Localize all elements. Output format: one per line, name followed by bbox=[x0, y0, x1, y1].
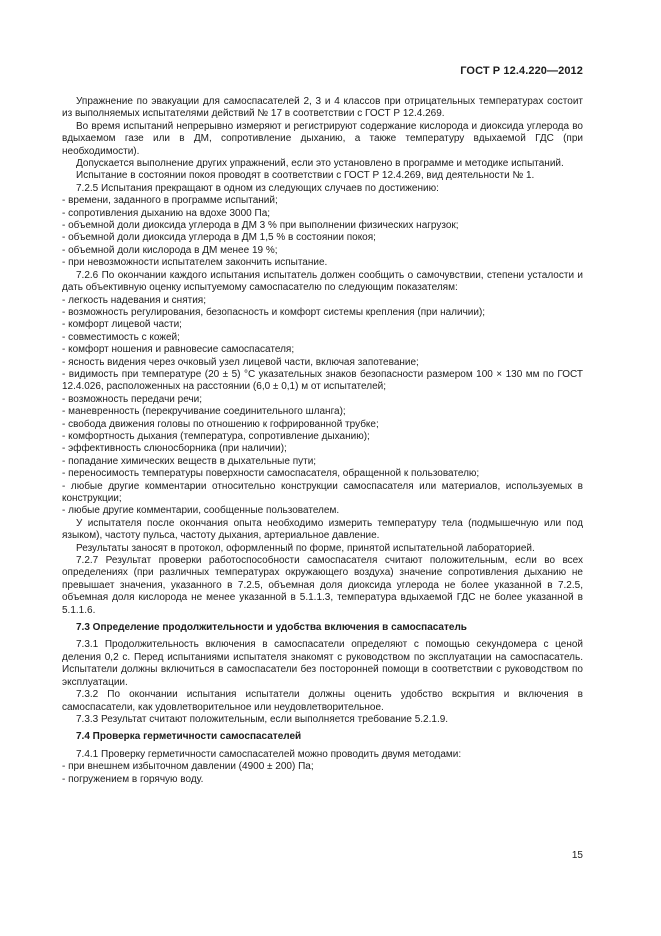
list-item: - комфортность дыхания (температура, сопротивление дыханию); bbox=[62, 430, 370, 442]
page-number: 15 bbox=[571, 850, 583, 861]
list-item: - эффективность слюносборника (при наличии); bbox=[62, 443, 287, 455]
list-item: - совместимость с кожей; bbox=[62, 331, 180, 343]
clause-7-4-1: 7.4.1 Проверку герметичности самоспасателей можно проводить двумя методами: bbox=[76, 748, 462, 760]
page-body bbox=[62, 96, 583, 786]
list-item: - при невозможности испытателем закончить испытание. bbox=[62, 257, 328, 269]
list-item: - объемной доли кислорода в ДМ менее 19 %; bbox=[62, 244, 278, 256]
list-item: - видимость при температуре (20 ± 5) °С указательных знаков безопасности размером 100 × 130 мм по ГОСТ 12.4.026, расположенных на расстоянии (6,0 ± 0,1) м от испытателей; bbox=[62, 368, 583, 393]
paragraph: Испытание в состоянии покоя проводят в соответствии с ГОСТ Р 12.4.269, вид деятельности № 1. bbox=[76, 170, 535, 182]
clause-7-3-1: 7.3.1 Продолжительность включения в самоспасатели определяют с помощью секундомера с ценой деления 0,2 с. Перед испытаниями испытателя знакомят с руководством по эксплуатации на самоспасатель. Испытатели должны включиться в самоспасатели без посторонней помощи в соответствии с руководством по эксплуатации. bbox=[62, 639, 583, 688]
list-item: - объемной доли диоксида углерода в ДМ 3 % при выполнении физических нагрузок; bbox=[62, 220, 459, 232]
paragraph: Упражнение по эвакуации для самоспасателей 2, 3 и 4 классов при отрицательных температурах состоит из выполняемых испытателями действий № 17 в соответствии с ГОСТ Р 12.4.269. bbox=[62, 96, 583, 120]
clause-7-2-6: 7.2.6 По окончании каждого испытания испытатель должен сообщить о самочувствии, степени усталости и дать объективную оценку испытуемому самоспасателю по следующим показателям: bbox=[62, 269, 583, 294]
list-item: - объемной доли диоксида углерода в ДМ 1,5 % в состоянии покоя; bbox=[62, 232, 376, 244]
list-item: - любые другие комментарии, сообщенные пользователем. bbox=[62, 505, 340, 517]
list-item: - легкость надевания и снятия; bbox=[62, 294, 206, 306]
list-item: - ясность видения через очковый узел лицевой части, включая запотевание; bbox=[62, 356, 419, 368]
list-item: - комфорт лицевой части; bbox=[62, 319, 182, 331]
section-heading-7-3: 7.3 Определение продолжительности и удобства включения в самоспасатель bbox=[76, 622, 467, 634]
list-item: - возможность передачи речи; bbox=[62, 393, 203, 405]
paragraph: Допускается выполнение других упражнений, если это установлено в программе и методике испытаний. bbox=[76, 158, 564, 170]
section-heading-7-4: 7.4 Проверка герметичности самоспасателей bbox=[76, 731, 302, 743]
list-item: - попадание химических веществ в дыхательные пути; bbox=[62, 455, 317, 467]
paragraph: У испытателя после окончания опыта необходимо измерить температуру тела (подмышечную или под языком), частоту пульса, частоту дыхания, артериальное давление. bbox=[62, 517, 583, 542]
list-item: - погружением в горячую воду. bbox=[62, 773, 204, 785]
list-item: - переносимость температуры поверхности самоспасателя, обращенной к пользователю; bbox=[62, 468, 480, 480]
clause-7-2-7: 7.2.7 Результат проверки работоспособности самоспасателя считают положительным, если во всех определениях (при различных температурах окружающего воздуха) значение сопротивления дыханию не превышает значения, указанного в 7.2.5, объемная доля диоксида углерода не более указанной в 7.2.5, объемная доля кислорода не менее указанной в 5.1.1.3, температура вдыхаемой ГДС не более указанной в 5.1.1.6. bbox=[62, 555, 583, 616]
list-item: - любые другие комментарии относительно конструкции самоспасателя или материалов, используемых в конструкции; bbox=[62, 480, 583, 504]
list-item: - комфорт ношения и равновесие самоспасателя; bbox=[62, 344, 295, 356]
list-item: - сопротивления дыханию на вдохе 3000 Па; bbox=[62, 207, 271, 219]
list-item: - возможность регулирования, безопасность и комфорт системы крепления (при наличии); bbox=[62, 306, 486, 318]
document-header: ГОСТ Р 12.4.220—2012 bbox=[460, 65, 583, 77]
paragraph: Результаты заносят в протокол, оформленный по форме, принятой испытательной лабораторией. bbox=[76, 542, 535, 554]
clause-7-3-2: 7.3.2 По окончании испытания испытатели должны оценить удобство вскрытия и включения в самоспасатели, как удовлетворительное или неудовлетворительное. bbox=[62, 689, 583, 713]
paragraph: Во время испытаний непрерывно измеряют и регистрируют содержание кислорода и диоксида углерода во вдыхаемом газе или в ДМ, сопротивление дыханию, а также температуру вдыхаемой ГДС (при необходимости). bbox=[62, 120, 583, 157]
clause-7-3-3: 7.3.3 Результат считают положительным, если выполняется требование 5.2.1.9. bbox=[76, 713, 449, 725]
list-item: - при внешнем избыточном давлении (4900 ± 200) Па; bbox=[62, 761, 314, 773]
list-item: - маневренность (перекручивание соединительного шланга); bbox=[62, 406, 346, 418]
list-item: - времени, заданного в программе испытаний; bbox=[62, 195, 278, 207]
clause-7-2-5: 7.2.5 Испытания прекращают в одном из следующих случаев по достижению: bbox=[76, 182, 439, 194]
list-item: - свобода движения головы по отношению к гофрированной трубке; bbox=[62, 418, 379, 430]
